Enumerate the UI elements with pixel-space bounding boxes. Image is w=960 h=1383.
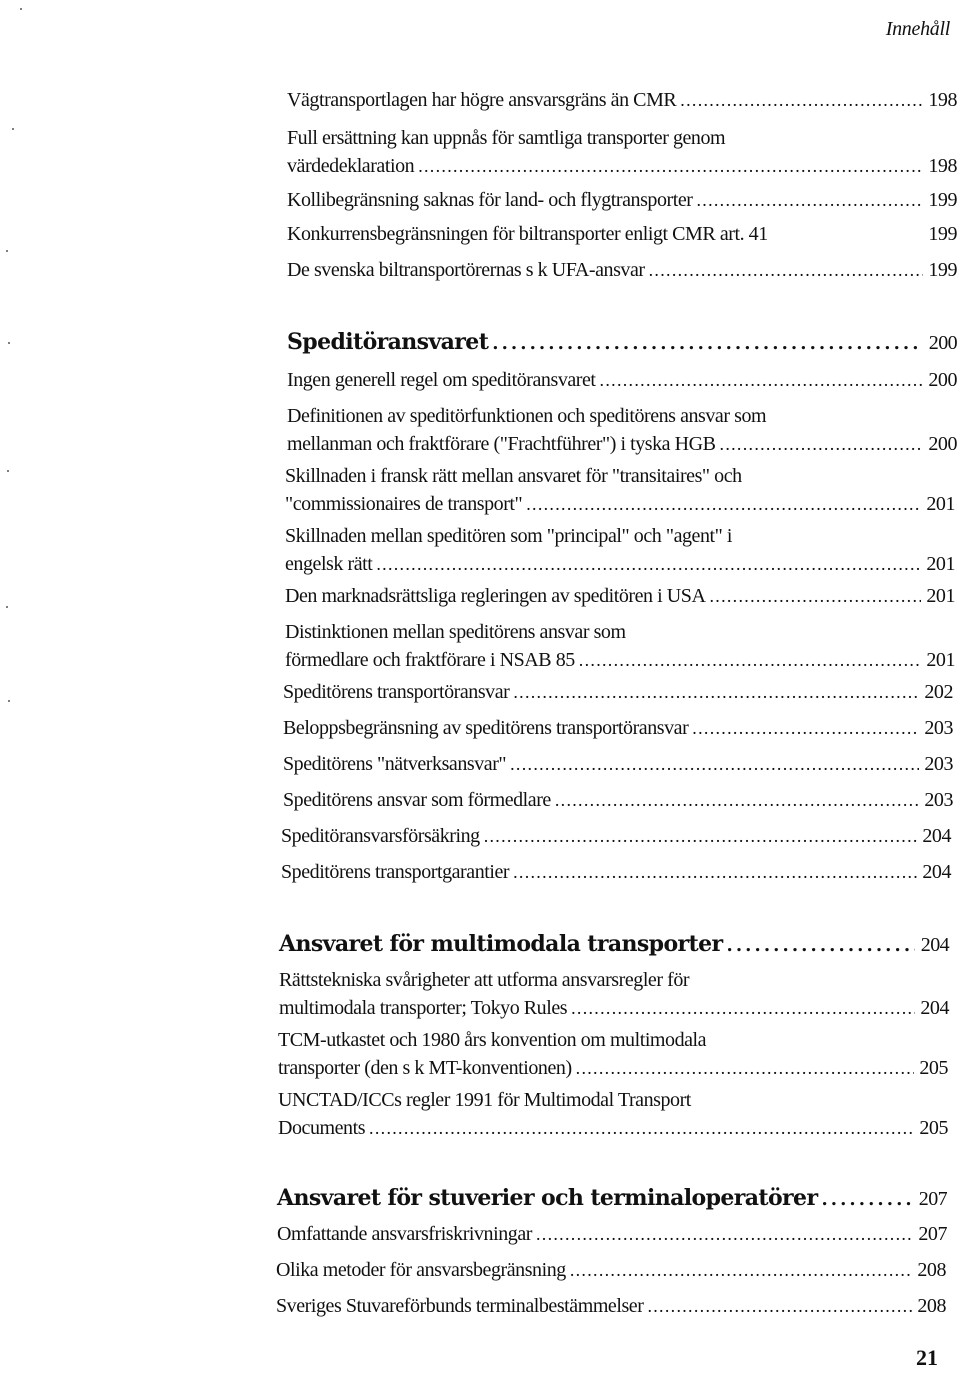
toc-entry-title-line: Ansvaret för multimodala transporter (279, 931, 723, 957)
toc-entry (287, 256, 957, 284)
toc-entry (287, 86, 957, 114)
toc-page-number: 204 (922, 825, 951, 847)
toc-entry (287, 366, 957, 394)
dot-leader (692, 714, 919, 742)
scan-speck (7, 470, 9, 472)
scan-speck (6, 250, 8, 252)
dot-leader (526, 490, 921, 518)
toc-entry-title-line: Speditöransvaret (287, 329, 489, 355)
toc-page-number: 208 (917, 1295, 946, 1317)
toc-page-number: 200 (928, 332, 957, 354)
dot-leader (647, 1292, 912, 1320)
toc-section-heading (279, 930, 949, 960)
toc-entry-title-line: transporter (den s k MT-konventionen) (278, 1057, 572, 1079)
scan-speck (8, 700, 10, 702)
dot-leader (418, 152, 923, 180)
toc-entry (283, 750, 953, 778)
toc-entry (276, 1292, 946, 1320)
toc-page-number: 207 (918, 1188, 947, 1210)
toc-page-number: 200 (928, 433, 957, 455)
toc-entry (279, 966, 949, 1022)
toc-entry (285, 522, 955, 578)
running-header: Innehåll (885, 18, 950, 40)
toc-entry (283, 714, 953, 742)
toc-page-number: 198 (928, 89, 957, 111)
toc-entry-title-line: engelsk rätt (285, 553, 373, 575)
toc-entry-title-line: Speditörens "nätverksansvar" (283, 753, 507, 775)
toc-page-number: 198 (928, 155, 957, 177)
toc-page-number: 204 (920, 934, 949, 956)
toc-entry-title-line: Definitionen av speditörfunktionen och speditörens ansvar som (287, 405, 767, 427)
toc-page-number: 205 (919, 1057, 948, 1079)
toc-entry-title-line: multimodala transporter; Tokyo Rules (279, 997, 568, 1019)
dot-leader (513, 678, 919, 706)
toc-entry-title-line: Vägtransportlagen har högre ansvarsgräns än CMR (287, 89, 677, 111)
scan-speck (6, 606, 8, 608)
toc-entry-title-line: Speditörens transportgarantier (281, 861, 510, 883)
toc-page-number: 201 (926, 585, 955, 607)
toc-entry-title-line: Distinktionen mellan speditörens ansvar som (285, 621, 626, 643)
toc-entry (281, 858, 951, 886)
dot-leader (484, 822, 917, 850)
toc-entry-title-line: Skillnaden i fransk rätt mellan ansvaret för "transitaires" och (285, 465, 742, 487)
toc-entry-title-line: Speditörens transportöransvar (283, 681, 510, 703)
toc-page-number: 203 (924, 789, 953, 811)
toc-entry-title-line: Konkurrensbegränsningen för biltransporter enligt CMR art. 41 (287, 223, 768, 245)
toc-entry-title-line: mellanman och fraktförare ("Frachtführer") i tyska HGB (287, 433, 716, 455)
toc-entry-title-line: Beloppsbegränsning av speditörens transportöransvar (283, 717, 689, 739)
toc-page-number: 202 (924, 681, 953, 703)
dot-leader (513, 858, 917, 886)
dot-leader (680, 86, 923, 114)
toc-entry (278, 1026, 948, 1082)
dot-leader (576, 1054, 914, 1082)
dot-leader (821, 1186, 913, 1214)
toc-page-number: 199 (928, 189, 957, 211)
toc-entry-title-line: Ansvaret för stuverier och terminaloperatörer (277, 1185, 818, 1211)
toc-page-number: 200 (928, 369, 957, 391)
dot-leader (726, 932, 915, 960)
dot-leader (696, 186, 923, 214)
toc-entry-title-line: Documents (278, 1117, 366, 1139)
toc-page-number: 201 (926, 649, 955, 671)
toc-entry (285, 582, 955, 610)
toc-entry-title-line: Omfattande ansvarsfriskrivningar (277, 1223, 532, 1245)
toc-entry (285, 462, 955, 518)
toc-page-number: 204 (920, 997, 949, 1019)
toc-entry-title-line: TCM-utkastet och 1980 års konvention om multimodala (278, 1029, 707, 1051)
toc-entry-title-line: Full ersättning kan uppnås för samtliga transporter genom (287, 127, 726, 149)
dot-leader (709, 582, 921, 610)
toc-entry (278, 1086, 948, 1142)
scan-speck (12, 128, 14, 130)
toc-section-heading (277, 1184, 947, 1214)
toc-entry (283, 786, 953, 814)
toc-page-number: 207 (918, 1223, 947, 1245)
dot-leader (600, 366, 923, 394)
toc-page-number: 205 (919, 1117, 948, 1139)
dot-leader (492, 330, 923, 358)
scan-speck (8, 342, 10, 344)
toc-page-number: 199 (928, 223, 957, 245)
toc-entry-title-line: värdedeklaration (287, 155, 415, 177)
dot-leader (369, 1114, 914, 1142)
toc-page-number: 203 (924, 717, 953, 739)
toc-entry (287, 220, 957, 248)
toc-entry (285, 618, 955, 674)
toc-entry-title-line: Kollibegränsning saknas för land- och flygtransporter (287, 189, 693, 211)
toc-page-number: 203 (924, 753, 953, 775)
dot-leader (649, 256, 923, 284)
toc-entry (283, 678, 953, 706)
dot-leader (376, 550, 921, 578)
toc-entry-title-line: Olika metoder för ansvarsbegränsning (276, 1259, 566, 1281)
toc-entry-title-line: "commissionaires de transport" (285, 493, 523, 515)
toc-page-number: 201 (926, 493, 955, 515)
toc-page-number: 201 (926, 553, 955, 575)
toc-page-number: 204 (922, 861, 951, 883)
toc-entry-title-line: Rättstekniska svårigheter att utforma ansvarsregler för (279, 969, 690, 991)
toc-entry (287, 124, 957, 180)
toc-entry-title-line: Ingen generell regel om speditöransvaret (287, 369, 596, 391)
toc-entry-title-line: Skillnaden mellan speditören som "principal" och "agent" i (285, 525, 733, 547)
toc-page-number: 208 (917, 1259, 946, 1281)
dot-leader (720, 430, 923, 458)
toc-section-heading (287, 328, 957, 358)
page-number: 21 (916, 1345, 938, 1370)
toc-entry-title-line: Den marknadsrättsliga regleringen av speditören i USA (285, 585, 706, 607)
toc-entry (277, 1220, 947, 1248)
toc-entry (287, 186, 957, 214)
toc-entry-title-line: Speditöransvarsförsäkring (281, 825, 480, 847)
dot-leader (536, 1220, 913, 1248)
dot-leader (555, 786, 919, 814)
toc-entry-title-line: De svenska biltransportörernas s k UFA-ansvar (287, 259, 645, 281)
toc-entry-title-line: Sveriges Stuvareförbunds terminalbestämmelser (276, 1295, 644, 1317)
toc-entry (281, 822, 951, 850)
toc-page-number: 199 (928, 259, 957, 281)
toc-entry-title-line: Speditörens ansvar som förmedlare (283, 789, 551, 811)
toc-entry (287, 402, 957, 458)
dot-leader (510, 750, 919, 778)
toc-entry-title-line: förmedlare och fraktförare i NSAB 85 (285, 649, 575, 671)
toc-entry-title-line: UNCTAD/ICCs regler 1991 för Multimodal Transport (278, 1089, 691, 1111)
scan-speck (20, 8, 22, 10)
toc-entry (276, 1256, 946, 1284)
dot-leader (571, 994, 915, 1022)
dot-leader (570, 1256, 912, 1284)
dot-leader (579, 646, 921, 674)
